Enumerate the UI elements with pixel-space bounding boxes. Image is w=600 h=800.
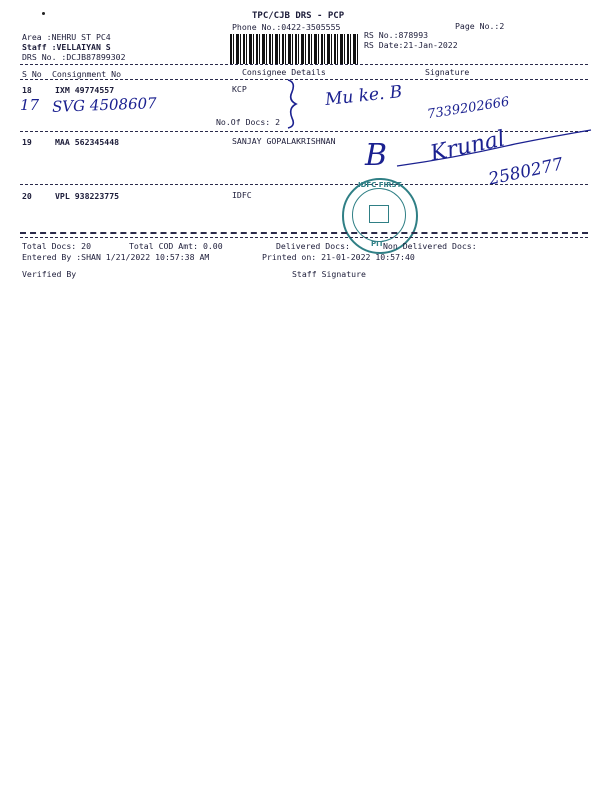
handwritten-name: Krunal [428,126,508,167]
column-header-consignment: Consignment No [52,69,122,79]
signature-stroke [395,128,595,178]
report-title: TPC/CJB DRS - PCP [252,11,345,21]
row-18-consignee: KCP [232,84,247,94]
page-number: Page No.:2 [455,21,505,31]
row-19-consignee: SANJAY GOPALAKRISHNAN [232,136,336,146]
column-header-consignee: Consignee Details [242,67,326,77]
row-20-consignment: VPL 938223775 [55,191,120,201]
row-18-sno: 18 [22,85,32,95]
printed-on: Printed on: 21-01-2022 10:57:40 [262,252,415,262]
total-docs: Total Docs: 20 [22,241,92,251]
handwritten-phone: 7339202666 [426,94,511,123]
verified-by-label: Verified By [22,269,77,279]
row-20-sno: 20 [22,191,32,201]
total-cod-amount: Total COD Amt: 0.00 [129,241,223,251]
divider [20,64,588,65]
row-18-doc-count: No.Of Docs: 2 [216,117,281,127]
entered-by: Entered By :SHAN 1/21/2022 10:57:38 AM [22,252,210,262]
rs-number: RS No.:878993 [364,30,429,40]
rs-date: RS Date:21-Jan-2022 [364,40,458,50]
drs-number: DRS No. :DCJB87899302 [22,52,126,62]
staff-label: Staff :VELLAIYAN S [22,42,111,52]
divider [20,232,588,234]
divider [20,184,588,185]
ink-dot [42,12,45,15]
row-18-consignment: IXM 49774557 [55,85,115,95]
handwritten-signature: Mu ke. B [324,82,404,110]
handwritten-consignment: SVG 4508607 [51,94,157,116]
row-19-consignment: MAA 562345448 [55,137,120,147]
staff-signature-label: Staff Signature [292,269,366,279]
delivered-docs: Delivered Docs: [276,241,350,251]
handwritten-initial: B [365,138,388,173]
stamp-top-text: IDFC FIRST [358,181,402,189]
area-label: Area :NEHRU ST PC4 [22,32,111,42]
handwritten-sno: 17 [20,96,40,114]
row-19-sno: 19 [22,137,32,147]
stamp-logo-icon [369,205,389,223]
handwritten-number: 2580277 [486,154,565,190]
stamp-bottom-text: PIT [371,240,384,248]
barcode [230,34,358,64]
row-20-consignee: IDFC [232,190,252,200]
phone-number: Phone No.:0422-3505555 [232,22,341,32]
brace-mark [282,78,304,130]
non-delivered-docs: Non Delivered Docs: [383,241,477,251]
divider [20,237,588,238]
divider [20,79,588,80]
column-header-signature: Signature [425,67,470,77]
column-header-sno: S No [22,69,42,79]
